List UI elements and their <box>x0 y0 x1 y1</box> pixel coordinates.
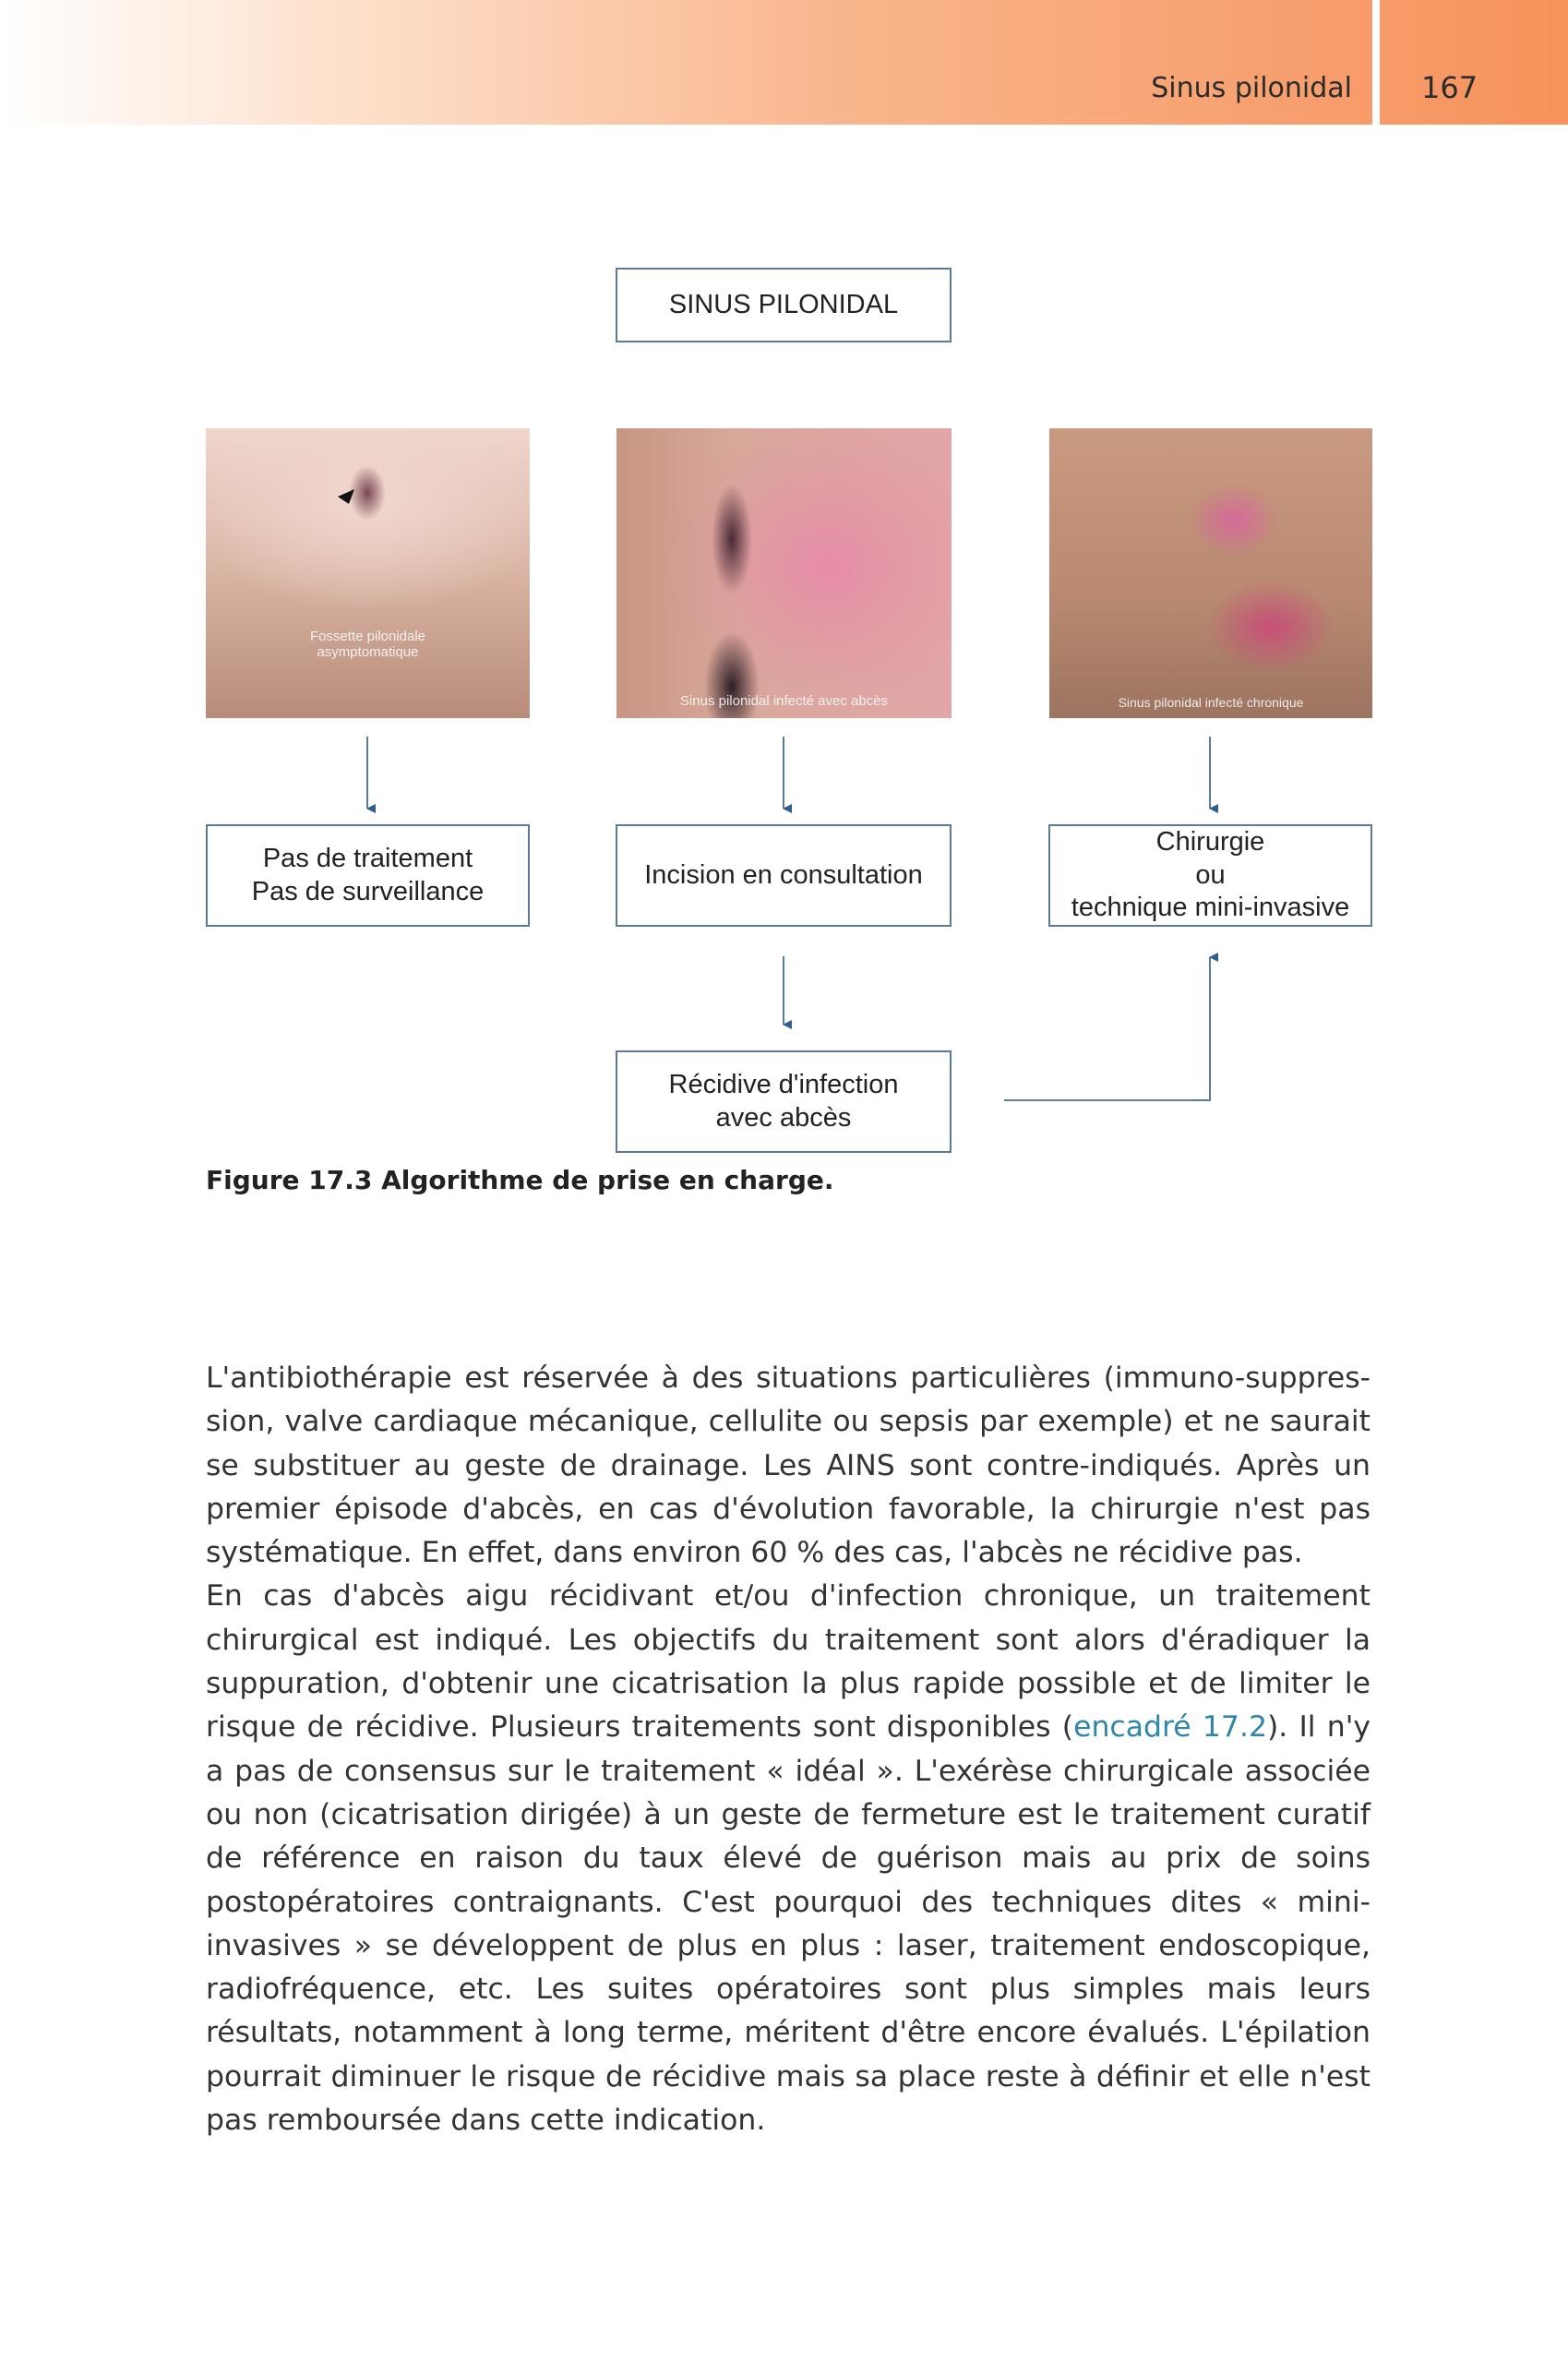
outcome-middle-box <box>616 824 952 927</box>
root-label: SINUS PILONIDAL <box>668 289 899 319</box>
recurrence-line1: Récidive d'infection <box>668 1070 899 1100</box>
pointer-arrow-icon <box>338 489 356 504</box>
paragraph-1: L'antibiothérapie est réservée à des situations particulières (immuno-suppression, valve cardiaque mécanique, cellulite ou sepsis par exemple) et ne saurait se substituer au geste de drainage. Les AINS sont contre-indiqués. Après un premier épisode d'abcès, en cas d'évolution favorable, la chirurgie n'est pas systématique. En effet, dans environ 60 % des cas, l'abcès ne récidive pas. <box>206 1361 1371 1570</box>
photo-chronic-infected <box>1049 428 1372 718</box>
paragraph-2 <box>206 1575 1371 2142</box>
recurrence-box <box>616 1050 952 1153</box>
figure-label: Figure 17.3 <box>206 1165 373 1195</box>
outcome-right-line3: technique mini-invasive <box>1071 893 1350 923</box>
outcome-right-line1: Chirurgie <box>1155 827 1265 858</box>
outcome-left-line2: Pas de surveillance <box>251 876 485 906</box>
page-number: 167 <box>1421 70 1478 105</box>
photo1-caption <box>206 630 530 660</box>
arrow-recurrence-to-surgery <box>1004 957 1210 1100</box>
photo-asymptomatic-pit <box>206 428 530 718</box>
paragraph-2-part2: ). Il n'y a pas de consensus sur le traitement « idéal ». L'exérèse chirurgicale associée ou non (cicatrisation dirigée) à un geste de fermeture est le traitement curatif de référence en raison du taux élevé de guérison mais au prix de soins postopératoires contraignants. C'est pourquoi des techniques dites « mini-invasives » se développent de plus en plus : laser, traitement endoscopique, radiofréquence, etc. Les suites opératoires sont plus simples mais leurs résultats, notamment à long terme, méritent d'être encore évalués. L'épilation pourrait diminuer le risque de récidive mais sa place reste à définir et elle n'est pas remboursée dans cette indication. <box>206 1710 1371 2138</box>
figure-title: Algorithme de prise en charge. <box>381 1165 834 1195</box>
photo3-caption: Sinus pilonidal infecté chronique <box>1118 695 1304 710</box>
running-title: Sinus pilonidal <box>1151 72 1352 104</box>
outcome-left-line1: Pas de traitement <box>262 844 473 874</box>
root-box <box>616 268 952 342</box>
outcome-right-box <box>1048 824 1372 927</box>
photo-infected-abscess <box>616 428 952 718</box>
photo2-caption: Sinus pilonidal infecté avec abcès <box>679 693 889 709</box>
photo1-caption-line1: Fossette pilonidale <box>309 629 426 644</box>
recurrence-line2: avec abcès <box>715 1102 852 1133</box>
figure-caption <box>206 1165 834 1195</box>
outcome-left-box <box>206 824 530 927</box>
outcome-right-line2: ou <box>1195 859 1226 890</box>
encadre-link[interactable]: encadré 17.2 <box>1073 1710 1268 1745</box>
outcome-middle-label: Incision en consultation <box>644 859 923 890</box>
photo1-caption-line2: asymptomatique <box>317 643 419 660</box>
body-text <box>206 1357 1371 2142</box>
paragraph-2-part1: En cas d'abcès aigu récidivant et/ou d'infection chronique, un traitement chirurgical est indiqué. Les objectifs du traitement sont alors d'éradiquer la suppuration, d'obtenir une cicatrisation la plus rapide possible et de limiter le risque de récidive. Plusieurs traitements sont disponibles ( <box>206 1579 1371 1745</box>
